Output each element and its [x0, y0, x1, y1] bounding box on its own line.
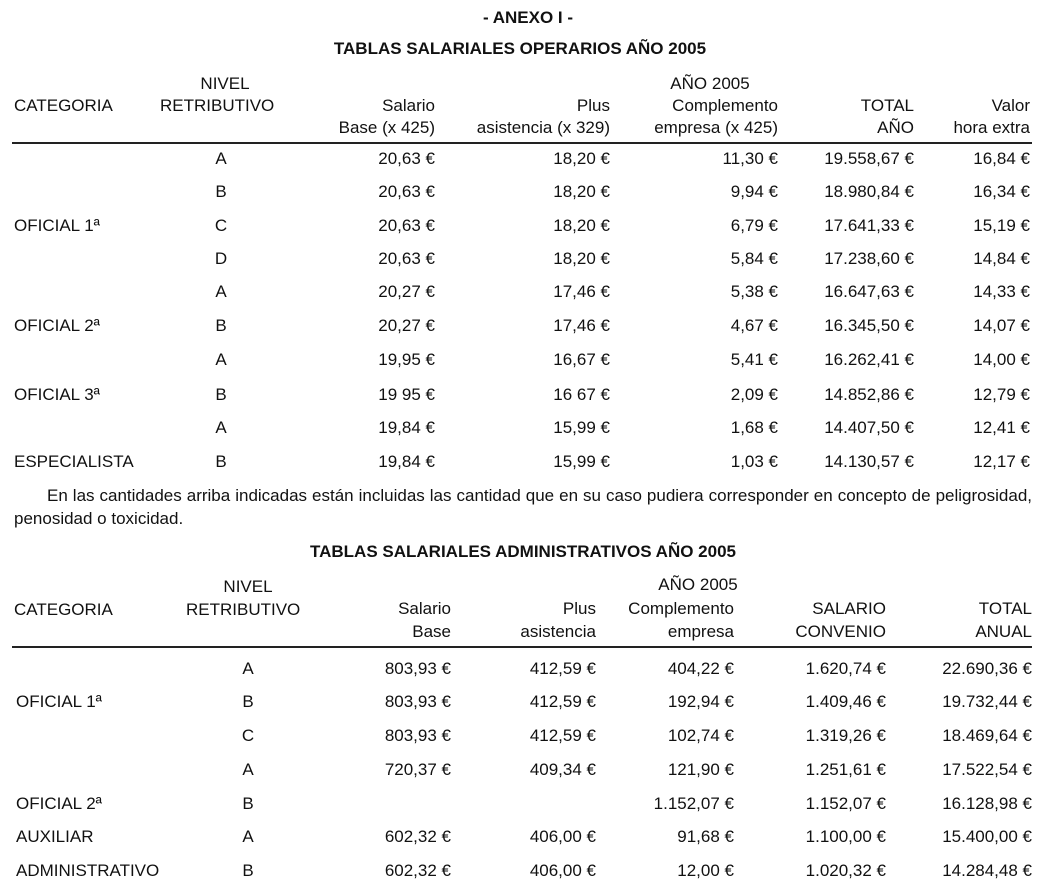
header-total-sub: AÑO [877, 118, 914, 137]
cell-plus-asistencia: 412,59 € [529, 659, 596, 678]
cell-total-ano: 14.852,86 € [824, 385, 914, 404]
category-label: OFICIAL 1ª [14, 216, 100, 235]
cell-salario-base: 720,37 € [384, 760, 451, 779]
cell-salario-base: 20,63 € [378, 182, 435, 201]
administrativos-header-rule [12, 646, 1032, 648]
header-complemento-sub: empresa (x 425) [654, 118, 778, 137]
cell-salario-base: 602,32 € [384, 861, 451, 880]
cell-complemento-empresa: 11,30 € [722, 149, 778, 168]
cell-salario-convenio: 1.251,61 € [805, 760, 886, 779]
header-categoria: CATEGORIA [14, 600, 113, 619]
cell-plus-asistencia: 18,20 € [553, 182, 610, 201]
cell-salario-base: 803,93 € [384, 726, 451, 745]
cell-complemento-empresa: 6,79 € [730, 216, 778, 235]
cell-complemento-empresa: 1.152,07 € [653, 794, 734, 813]
category-label: OFICIAL 2ª [16, 794, 102, 813]
operarios-header-rule [12, 142, 1032, 144]
header-plus: Plus [576, 96, 610, 115]
cell-complemento-empresa: 404,22 € [667, 659, 734, 678]
cell-nivel: B [242, 861, 254, 880]
header-salario: Salario [398, 599, 451, 618]
cell-salario-base: 19,84 € [378, 452, 435, 471]
cell-complemento-empresa: 2,09 € [730, 385, 778, 404]
cell-salario-base: 20,63 € [378, 216, 435, 235]
cell-total-ano: 19.558,67 € [824, 149, 914, 168]
cell-nivel: A [215, 149, 227, 168]
cell-plus-asistencia: 18,20 € [553, 249, 610, 268]
cell-total-ano: 18.980,84 € [824, 182, 914, 201]
header-total-anual-sub: ANUAL [975, 622, 1032, 641]
header-nivel: NIVEL [200, 74, 250, 93]
cell-valor-hora-extra: 15,19 € [973, 216, 1030, 235]
cell-salario-base: 803,93 € [384, 659, 451, 678]
cell-total-anual: 19.732,44 € [942, 692, 1032, 711]
cell-nivel: A [215, 418, 227, 437]
header-complemento: Complemento [628, 599, 734, 618]
category-label: ADMINISTRATIVO [16, 861, 160, 880]
header-total-anual: TOTAL [978, 599, 1032, 618]
cell-complemento-empresa: 5,84 € [730, 249, 778, 268]
cell-salario-base: 20,27 € [378, 282, 435, 301]
header-salario: Salario [382, 96, 435, 115]
header-complemento-sub: empresa [667, 622, 734, 641]
header-retributivo: RETRIBUTIVO [186, 600, 301, 619]
cell-plus-asistencia: 18,20 € [553, 216, 610, 235]
cell-nivel: B [215, 316, 227, 335]
cell-complemento-empresa: 12,00 € [677, 861, 734, 880]
header-complemento: Complemento [672, 96, 778, 115]
cell-total-ano: 14.407,50 € [824, 418, 914, 437]
cell-nivel: B [242, 692, 254, 711]
cell-valor-hora-extra: 12,41 € [973, 418, 1030, 437]
cell-salario-convenio: 1.100,00 € [805, 827, 886, 846]
header-plus: Plus [562, 599, 596, 618]
cell-valor-hora-extra: 14,00 € [973, 350, 1030, 369]
cell-total-ano: 14.130,57 € [824, 452, 914, 471]
cell-total-anual: 18.469,64 € [942, 726, 1032, 745]
cell-plus-asistencia: 16,67 € [553, 350, 610, 369]
cell-valor-hora-extra: 16,84 € [973, 149, 1030, 168]
cell-plus-asistencia: 15,99 € [553, 418, 610, 437]
cell-plus-asistencia: 17,46 € [553, 282, 610, 301]
cell-valor-hora-extra: 16,34 € [973, 182, 1030, 201]
cell-total-anual: 16.128,98 € [942, 794, 1032, 813]
cell-nivel: D [214, 249, 228, 268]
header-salario-convenio-sub: CONVENIO [795, 622, 886, 641]
cell-complemento-empresa: 121,90 € [667, 760, 734, 779]
category-label: ESPECIALISTA [14, 452, 134, 471]
cell-nivel: B [215, 452, 227, 471]
cell-complemento-empresa: 4,67 € [730, 316, 778, 335]
cell-plus-asistencia: 17,46 € [553, 316, 610, 335]
category-label: OFICIAL 3ª [14, 385, 100, 404]
cell-complemento-empresa: 102,74 € [667, 726, 734, 745]
cell-plus-asistencia: 412,59 € [529, 692, 596, 711]
cell-salario-base: 19,95 € [378, 350, 435, 369]
operarios-footnote: En las cantidades arriba indicadas están incluidas las cantidad que en su caso pudiera corresponder en concepto de peligrosidad, penosidad o toxicidad. [14, 486, 1032, 528]
cell-salario-convenio: 1.620,74 € [805, 659, 886, 678]
cell-complemento-empresa: 9,94 € [730, 182, 778, 201]
cell-valor-hora-extra: 14,33 € [973, 282, 1030, 301]
cell-total-ano: 17.641,33 € [824, 216, 914, 235]
header-salario-sub: Base [412, 622, 451, 641]
cell-total-anual: 17.522,54 € [942, 760, 1032, 779]
header-year-group: AÑO 2005 [670, 74, 750, 93]
header-salario-convenio: SALARIO [812, 599, 886, 618]
cell-nivel: A [215, 282, 227, 301]
header-valor-sub: hora extra [953, 118, 1030, 137]
header-plus-sub: asistencia [520, 622, 596, 641]
cell-plus-asistencia: 15,99 € [553, 452, 610, 471]
cell-salario-base: 20,27 € [378, 316, 435, 335]
cell-complemento-empresa: 1,68 € [730, 418, 778, 437]
header-categoria: CATEGORIA [14, 96, 113, 115]
category-label: AUXILIAR [16, 827, 94, 846]
cell-salario-convenio: 1.319,26 € [805, 726, 886, 745]
cell-valor-hora-extra: 14,84 € [973, 249, 1030, 268]
cell-plus-asistencia: 406,00 € [529, 861, 596, 880]
category-label: OFICIAL 1ª [16, 692, 102, 711]
cell-total-anual: 22.690,36 € [942, 659, 1032, 678]
cell-nivel: A [242, 760, 254, 779]
cell-nivel: C [214, 216, 228, 235]
cell-plus-asistencia: 16 67 € [553, 385, 610, 404]
cell-salario-base: 803,93 € [384, 692, 451, 711]
header-valor: Valor [991, 96, 1030, 115]
cell-salario-base: 602,32 € [384, 827, 451, 846]
cell-complemento-empresa: 5,41 € [730, 350, 778, 369]
cell-total-ano: 16.647,63 € [824, 282, 914, 301]
cell-salario-convenio: 1.020,32 € [805, 861, 886, 880]
cell-complemento-empresa: 1,03 € [730, 452, 778, 471]
cell-nivel: B [215, 182, 227, 201]
cell-valor-hora-extra: 12,79 € [973, 385, 1030, 404]
cell-plus-asistencia: 409,34 € [529, 760, 596, 779]
header-nivel: NIVEL [223, 577, 273, 596]
cell-salario-base: 19 95 € [378, 385, 435, 404]
cell-salario-convenio: 1.152,07 € [805, 794, 886, 813]
cell-complemento-empresa: 91,68 € [677, 827, 734, 846]
cell-total-ano: 16.345,50 € [824, 316, 914, 335]
cell-total-ano: 16.262,41 € [824, 350, 914, 369]
cell-salario-base: 19,84 € [378, 418, 435, 437]
cell-plus-asistencia: 406,00 € [529, 827, 596, 846]
cell-total-ano: 17.238,60 € [824, 249, 914, 268]
administrativos-table-title: TABLAS SALARIALES ADMINISTRATIVOS AÑO 2005 [310, 542, 736, 561]
cell-salario-base: 20,63 € [378, 249, 435, 268]
cell-salario-convenio: 1.409,46 € [805, 692, 886, 711]
header-plus-sub: asistencia (x 329) [476, 118, 610, 137]
operarios-table-title: TABLAS SALARIALES OPERARIOS AÑO 2005 [333, 39, 707, 58]
cell-plus-asistencia: 412,59 € [529, 726, 596, 745]
cell-salario-base: 20,63 € [378, 149, 435, 168]
cell-nivel: A [242, 659, 254, 678]
cell-valor-hora-extra: 14,07 € [973, 316, 1030, 335]
cell-total-anual: 15.400,00 € [942, 827, 1032, 846]
cell-nivel: B [215, 385, 227, 404]
header-total: TOTAL [860, 96, 914, 115]
cell-total-anual: 14.284,48 € [942, 861, 1032, 880]
cell-valor-hora-extra: 12,17 € [973, 452, 1030, 471]
cell-nivel: A [215, 350, 227, 369]
header-retributivo: RETRIBUTIVO [160, 96, 275, 115]
cell-complemento-empresa: 5,38 € [730, 282, 778, 301]
cell-nivel: B [242, 794, 254, 813]
header-year-group: AÑO 2005 [658, 575, 738, 594]
cell-nivel: A [242, 827, 254, 846]
annex-title: - ANEXO I - [482, 8, 574, 27]
cell-nivel: C [241, 726, 255, 745]
header-salario-sub: Base (x 425) [338, 118, 435, 137]
cell-plus-asistencia: 18,20 € [553, 149, 610, 168]
cell-complemento-empresa: 192,94 € [667, 692, 734, 711]
category-label: OFICIAL 2ª [14, 316, 100, 335]
